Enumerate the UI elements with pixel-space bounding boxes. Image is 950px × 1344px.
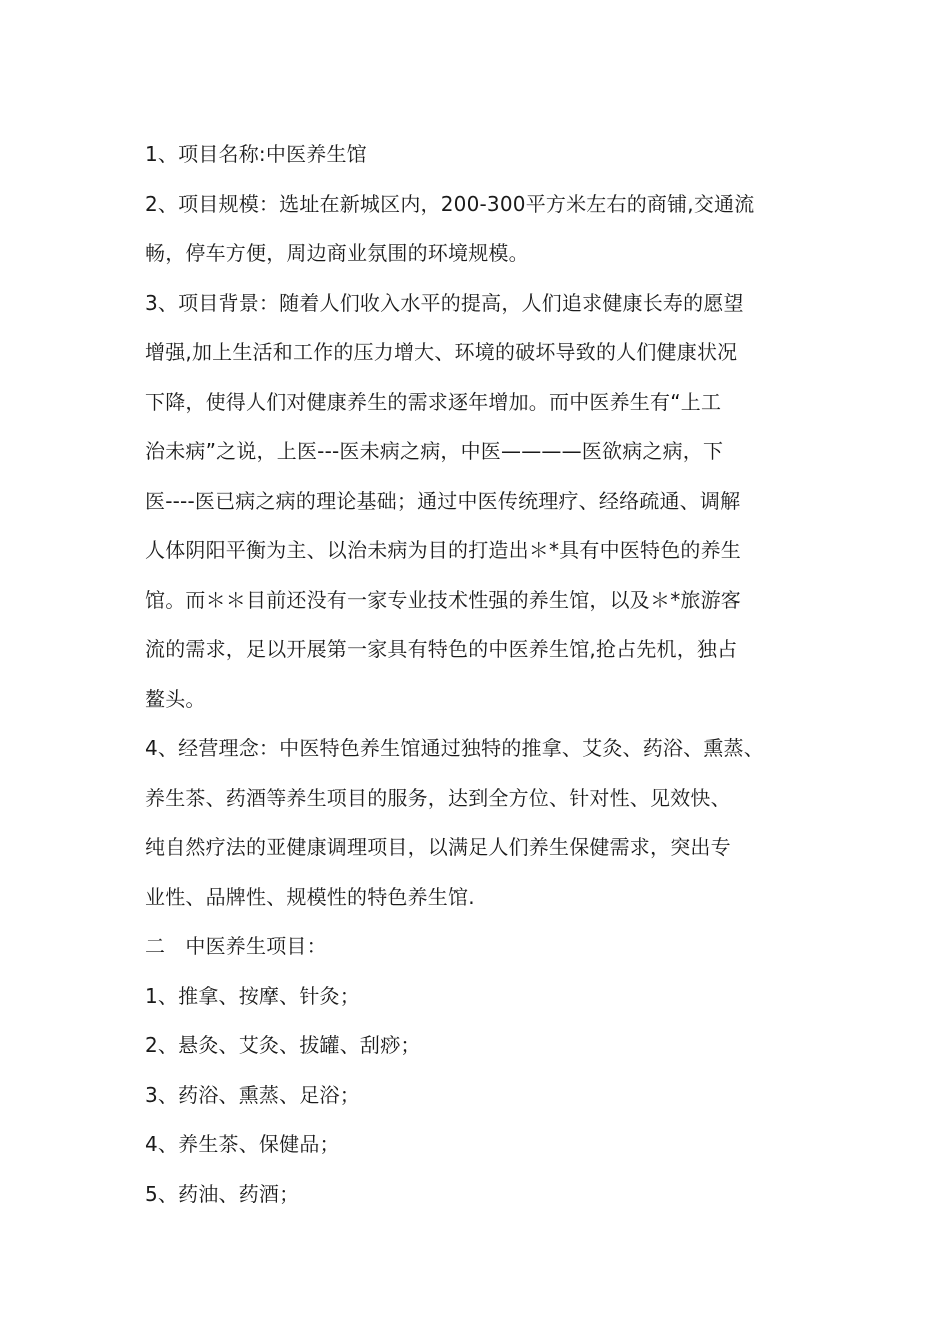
project-background-line-7: 馆。而＊＊目前还没有一家专业技术性强的养生馆，以及＊*旅游客	[145, 587, 741, 612]
project-name-line: 1、项目名称:中医养生馆	[145, 142, 367, 166]
business-concept-line-3: 纯自然疗法的亚健康调理项目，以满足人们养生保健需求，突出专	[145, 835, 731, 859]
section-heading: 二 中医养生项目：	[145, 934, 327, 958]
project-background-line-2: 增强,加上生活和工作的压力增大、环境的破坏导致的人们健康状况	[145, 340, 738, 364]
project-background-line-4: 治未病”之说，上医---医未病之病，中医————医欲病之病，下	[145, 439, 724, 463]
list-item: 3、药浴、熏蒸、足浴；	[145, 1082, 360, 1107]
list-item: 5、药油、药酒；	[145, 1181, 300, 1206]
document-body	[145, 130, 845, 1219]
project-background-line-6: 人体阴阳平衡为主、以治未病为目的打造出＊*具有中医特色的养生	[145, 538, 741, 562]
project-scale-line-2: 畅，停车方便，周边商业氛围的环境规模。	[145, 241, 529, 265]
list-item: 1、推拿、按摩、针灸；	[145, 983, 360, 1008]
list-item: 2、悬灸、艾灸、拔罐、刮痧；	[145, 1033, 421, 1057]
project-scale-line-1: 2、项目规模：选址在新城区内，200-300平方米左右的商铺,交通流	[145, 191, 755, 216]
project-background-line-3: 下降，使得人们对健康养生的需求逐年增加。而中医养生有“上工	[145, 389, 722, 414]
business-concept-line-2: 养生茶、药酒等养生项目的服务，达到全方位、针对性、见效快、	[145, 785, 731, 810]
project-background-line-5: 医----医已病之病的理论基础；通过中医传统理疗、经络疏通、调解	[145, 488, 741, 513]
list-item: 4、养生茶、保健品；	[145, 1132, 340, 1156]
project-background-line-9: 鳌头。	[145, 686, 206, 711]
business-concept-line-4: 业性、品牌性、规模性的特色养生馆.	[145, 884, 475, 909]
project-background-line-1: 3、项目背景：随着人们收入水平的提高，人们追求健康长寿的愿望	[145, 290, 744, 315]
project-background-line-8: 流的需求，足以开展第一家具有特色的中医养生馆,抢占先机，独占	[145, 637, 738, 661]
business-concept-line-1: 4、经营理念：中医特色养生馆通过独特的推拿、艾灸、药浴、熏蒸、	[145, 736, 764, 760]
